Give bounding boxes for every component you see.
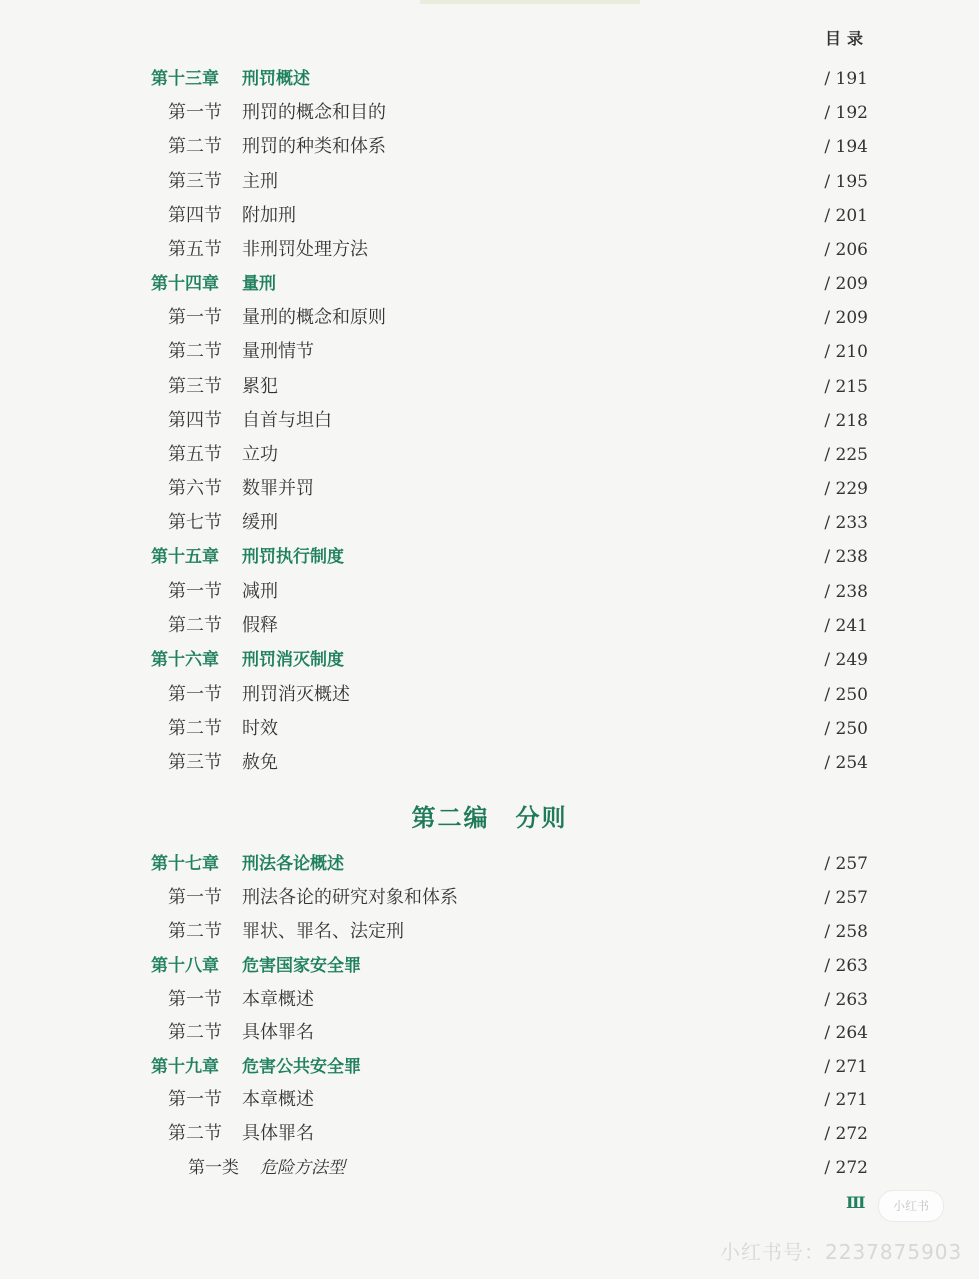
toc-page-number: / 233 bbox=[824, 513, 868, 533]
toc-page-number: / 210 bbox=[824, 342, 868, 362]
toc-entry-title: 刑罚的概念和目的 bbox=[242, 102, 386, 123]
toc-entry-number: 第一节 bbox=[168, 887, 222, 908]
toc-chapter-row bbox=[0, 951, 979, 981]
toc-entry-number: 第二节 bbox=[168, 718, 222, 739]
toc-section-row bbox=[0, 714, 979, 744]
toc-chapter-row bbox=[0, 269, 979, 299]
toc-entry-number: 第三节 bbox=[168, 376, 222, 397]
toc-entry-title: 危害公共安全罪 bbox=[242, 1057, 361, 1077]
toc-page-number: / 257 bbox=[824, 854, 868, 874]
toc-entry-title: 量刑 bbox=[242, 274, 276, 294]
toc-page-number: / 257 bbox=[824, 888, 868, 908]
toc-entry-number: 第一节 bbox=[168, 581, 222, 602]
toc-entry-number: 第一节 bbox=[168, 684, 222, 705]
toc-entry-number: 第十六章 bbox=[151, 650, 219, 670]
toc-entry-title: 刑法各论的研究对象和体系 bbox=[242, 887, 458, 908]
watermark-badge: 小红书 bbox=[878, 1190, 944, 1222]
toc-entry-title: 时效 bbox=[242, 718, 278, 739]
toc-section-row bbox=[0, 1119, 979, 1149]
toc-entry-number: 第一节 bbox=[168, 1089, 222, 1110]
toc-entry-title: 数罪并罚 bbox=[242, 478, 314, 499]
watermark-text: 小红书号：2237875903 bbox=[720, 1240, 963, 1264]
toc-entry-number: 第十八章 bbox=[151, 956, 219, 976]
toc-page-number: / 215 bbox=[824, 377, 868, 397]
toc-entry-title: 具体罪名 bbox=[242, 1123, 314, 1144]
running-head: 目录 bbox=[824, 29, 869, 48]
toc-page-number: / 206 bbox=[824, 240, 868, 260]
toc-page-number: / 194 bbox=[824, 137, 868, 157]
toc-entry-title: 自首与坦白 bbox=[242, 410, 332, 431]
toc-entry-number: 第五节 bbox=[168, 444, 222, 465]
toc-page-number: / 271 bbox=[824, 1090, 868, 1110]
toc-page-number: / 250 bbox=[824, 685, 868, 705]
toc-entry-number: 第十九章 bbox=[151, 1057, 219, 1077]
toc-entry-number: 第二节 bbox=[168, 615, 222, 636]
toc-entry-number: 第十五章 bbox=[151, 547, 219, 567]
toc-page-number: / 263 bbox=[824, 990, 868, 1010]
toc-entry-title: 非刑罚处理方法 bbox=[242, 239, 368, 260]
toc-section-row bbox=[0, 201, 979, 231]
toc-section-row bbox=[0, 406, 979, 436]
toc-entry-number: 第十七章 bbox=[151, 854, 219, 874]
toc-section-row bbox=[0, 337, 979, 367]
toc-section-row bbox=[0, 235, 979, 265]
toc-chapter-row bbox=[0, 542, 979, 572]
toc-entry-title: 刑罚消灭概述 bbox=[242, 684, 350, 705]
toc-entry-title: 刑罚消灭制度 bbox=[242, 650, 344, 670]
toc-page-number: / 225 bbox=[824, 445, 868, 465]
toc-entry-number: 第三节 bbox=[168, 752, 222, 773]
page-folio: Ⅲ bbox=[846, 1193, 866, 1212]
toc-entry-number: 第四节 bbox=[168, 410, 222, 431]
toc-page-number: / 258 bbox=[824, 922, 868, 942]
toc-page-number: / 191 bbox=[824, 69, 868, 89]
toc-section-row bbox=[0, 98, 979, 128]
toc-entry-title: 刑罚的种类和体系 bbox=[242, 136, 386, 157]
toc-entry-title: 主刑 bbox=[242, 171, 278, 192]
toc-entry-title: 刑罚概述 bbox=[242, 69, 310, 89]
toc-entry-number: 第二节 bbox=[168, 1022, 222, 1043]
toc-entry-title: 刑法各论概述 bbox=[242, 854, 344, 874]
toc-entry-number: 第十四章 bbox=[151, 274, 219, 294]
toc-page-number: / 238 bbox=[824, 582, 868, 602]
toc-page-number: / 195 bbox=[824, 172, 868, 192]
toc-section-row bbox=[0, 883, 979, 913]
toc-page-number: / 272 bbox=[824, 1158, 868, 1178]
toc-entry-number: 第二节 bbox=[168, 341, 222, 362]
part-heading: 第二编 分则 bbox=[411, 804, 568, 832]
toc-section-row bbox=[0, 508, 979, 538]
toc-entry-number: 第一节 bbox=[168, 102, 222, 123]
toc-section-row bbox=[0, 1018, 979, 1048]
toc-page-number: / 250 bbox=[824, 719, 868, 739]
toc-entry-number: 第二节 bbox=[168, 136, 222, 157]
toc-page-number: / 241 bbox=[824, 616, 868, 636]
toc-section-row bbox=[0, 748, 979, 778]
toc-page-number: / 272 bbox=[824, 1124, 868, 1144]
toc-page-number: / 254 bbox=[824, 753, 868, 773]
toc-entry-number: 第二节 bbox=[168, 1123, 222, 1144]
toc-section-row bbox=[0, 680, 979, 710]
toc-entry-number: 第一类 bbox=[188, 1158, 239, 1178]
toc-entry-number: 第三节 bbox=[168, 171, 222, 192]
toc-subsection-row bbox=[0, 1153, 979, 1183]
toc-page-number: / 271 bbox=[824, 1057, 868, 1077]
toc-entry-title: 附加刑 bbox=[242, 205, 296, 226]
toc-entry-title: 累犯 bbox=[242, 376, 278, 397]
toc-entry-title: 量刑情节 bbox=[242, 341, 314, 362]
toc-section-row bbox=[0, 474, 979, 504]
toc-entry-number: 第五节 bbox=[168, 239, 222, 260]
toc-page-number: / 229 bbox=[824, 479, 868, 499]
toc-page-number: / 249 bbox=[824, 650, 868, 670]
toc-entry-number: 第一节 bbox=[168, 307, 222, 328]
toc-section-row bbox=[0, 611, 979, 641]
toc-entry-number: 第四节 bbox=[168, 205, 222, 226]
toc-page-number: / 263 bbox=[824, 956, 868, 976]
toc-section-row bbox=[0, 577, 979, 607]
toc-page-number: / 192 bbox=[824, 103, 868, 123]
toc-entry-number: 第一节 bbox=[168, 989, 222, 1010]
toc-section-row bbox=[0, 440, 979, 470]
toc-section-row bbox=[0, 1085, 979, 1115]
toc-entry-title: 立功 bbox=[242, 444, 278, 465]
toc-page-number: / 238 bbox=[824, 547, 868, 567]
top-decoration bbox=[420, 0, 640, 4]
toc-entry-title: 缓刑 bbox=[242, 512, 278, 533]
toc-entry-title: 刑罚执行制度 bbox=[242, 547, 344, 567]
toc-chapter-row bbox=[0, 849, 979, 879]
toc-entry-number: 第二节 bbox=[168, 921, 222, 942]
toc-page-number: / 209 bbox=[824, 308, 868, 328]
toc-entry-title: 危险方法型 bbox=[260, 1158, 345, 1178]
toc-chapter-row bbox=[0, 645, 979, 675]
toc-section-row bbox=[0, 167, 979, 197]
toc-section-row bbox=[0, 132, 979, 162]
toc-section-row bbox=[0, 372, 979, 402]
toc-entry-title: 本章概述 bbox=[242, 989, 314, 1010]
toc-section-row bbox=[0, 303, 979, 333]
toc-entry-title: 量刑的概念和原则 bbox=[242, 307, 386, 328]
toc-page-number: / 218 bbox=[824, 411, 868, 431]
toc-entry-title: 减刑 bbox=[242, 581, 278, 602]
toc-section-row bbox=[0, 917, 979, 947]
toc-entry-number: 第六节 bbox=[168, 478, 222, 499]
toc-entry-title: 本章概述 bbox=[242, 1089, 314, 1110]
toc-chapter-row bbox=[0, 64, 979, 94]
toc-section-row bbox=[0, 985, 979, 1015]
toc-chapter-row bbox=[0, 1052, 979, 1082]
toc-entry-title: 罪状、罪名、法定刑 bbox=[242, 921, 404, 942]
toc-entry-title: 危害国家安全罪 bbox=[242, 956, 361, 976]
toc-entry-number: 第十三章 bbox=[151, 69, 219, 89]
toc-page-number: / 201 bbox=[824, 206, 868, 226]
toc-page-number: / 209 bbox=[824, 274, 868, 294]
toc-entry-title: 赦免 bbox=[242, 752, 278, 773]
toc-entry-number: 第七节 bbox=[168, 512, 222, 533]
toc-page-number: / 264 bbox=[824, 1023, 868, 1043]
toc-entry-title: 具体罪名 bbox=[242, 1022, 314, 1043]
toc-entry-title: 假释 bbox=[242, 615, 278, 636]
